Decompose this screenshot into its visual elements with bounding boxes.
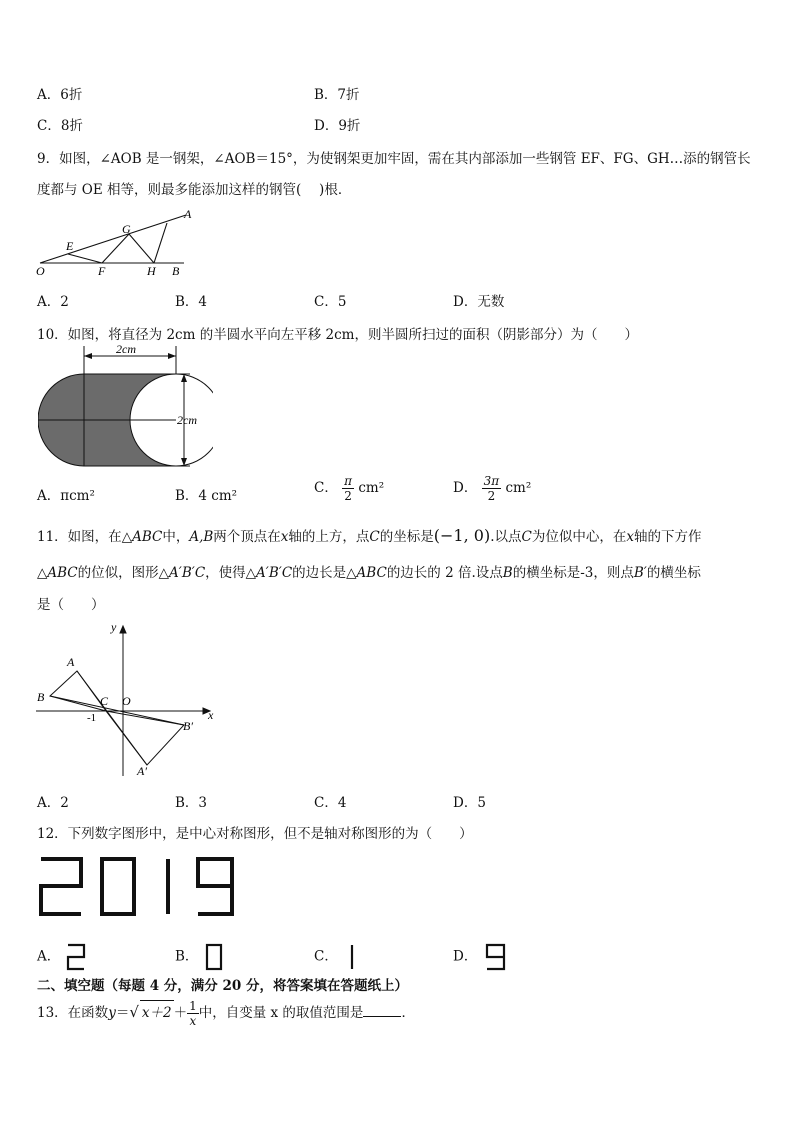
q12-option-d: D． [453, 942, 508, 972]
q11-label-ap: A′ [137, 764, 147, 778]
digit-1-icon [342, 942, 364, 972]
q9-label-f: F [98, 264, 106, 277]
digit-9-icon [482, 942, 508, 972]
q11-label-a: A [67, 655, 75, 669]
digit-9-glyph [198, 859, 232, 914]
q9-label-e: E [66, 239, 74, 253]
q9-option-b: B．4 [175, 294, 208, 310]
q9-label-a: A [184, 207, 192, 221]
q9-label-h: H [147, 264, 156, 277]
q10-stem: 10．如图，将直径为 2cm 的半圆水平向左平移 2cm，则半圆所扫过的面积（阴影部分）为（ ） [37, 327, 638, 343]
q10-figure [38, 342, 213, 468]
q11-option-b: B．3 [175, 795, 208, 811]
q12-option-a: A． [37, 942, 87, 972]
q11-label-bp: B′ [183, 719, 193, 733]
q8-option-a: A．6折 [37, 87, 83, 103]
q10-option-d: D． $\frac{3\pi}{2}$ cm² [453, 474, 532, 503]
q8-option-b: B．7折 [314, 87, 360, 103]
q10-option-c: C． $\frac{\pi}{2}$ cm² [314, 474, 385, 503]
digit-0-icon [203, 942, 225, 972]
digit-2-glyph [41, 859, 81, 914]
q9-stem-line2: 度都与 OE 相等，则最多能添加这样的钢管( )根． [37, 182, 352, 198]
q13-stem: 13．在函数y＝√ x＋2 ＋ $\frac{1}{x}$ 中，自变量 x 的取值范围是 ． [37, 999, 415, 1028]
q11-label-c: C [100, 694, 109, 708]
q11-label-minus1: -1 [87, 712, 97, 724]
q11-stem-line3: 是（ ） [37, 597, 105, 613]
q11-option-d: D．5 [453, 795, 486, 811]
q11-label-x: x [208, 708, 214, 722]
q9-label-g: G [122, 222, 131, 236]
q9-option-d: D．无数 [453, 294, 505, 310]
q10-option-a: A．πcm² [37, 488, 95, 504]
q11-stem-line2: △ABC的位似，图形△A′B′C，使得△A′B′C的边长是△ABC的边长的 2 倍.设点B的横坐标是-3，则点B′的横坐标 [37, 565, 701, 581]
q9-label-b: B [172, 264, 180, 277]
q11-stem-line1: 11．如图，在△ABC中，A,B两个顶点在x轴的上方，点C的坐标是(−1, 0).以点C为位似中心，在x轴的下方作 [37, 526, 702, 545]
q11-figure [34, 618, 224, 780]
q11-label-y: y [111, 620, 117, 634]
q13-answer-blank[interactable] [363, 1004, 401, 1017]
q10-label-side: 2cm [177, 413, 197, 427]
q9-option-a: A．2 [37, 294, 69, 310]
q11-label-o: O [122, 694, 131, 708]
q11-label-b: B [37, 690, 45, 704]
q11-option-a: A．2 [37, 795, 69, 811]
q9-option-c: C．5 [314, 294, 347, 310]
q11-option-c: C．4 [314, 795, 347, 811]
q10-label-top: 2cm [116, 342, 136, 356]
digit-2-icon [65, 942, 87, 972]
q10-option-b: B．4 cm² [175, 488, 238, 504]
q12-option-c: C． [314, 942, 364, 972]
q9-label-o: O [36, 264, 45, 277]
q8-option-c: C．8折 [37, 118, 83, 134]
q12-option-b: B． [175, 942, 225, 972]
q8-option-d: D．9折 [314, 118, 361, 134]
q12-digits-figure [36, 854, 246, 920]
q9-stem-line1: 9．如图，∠AOB 是一钢架，∠AOB＝15°，为使钢架更加牢固，需在其内部添加一些钢管 EF、FG、GH…添的钢管长 [37, 151, 751, 167]
q9-figure [34, 205, 199, 277]
q12-stem: 12．下列数字图形中，是中心对称图形，但不是轴对称图形的为（ ） [37, 826, 473, 842]
digit-0-glyph [102, 859, 134, 914]
section-2-title: 二、填空题（每题 4 分，满分 20 分，将答案填在答题纸上） [37, 978, 408, 994]
